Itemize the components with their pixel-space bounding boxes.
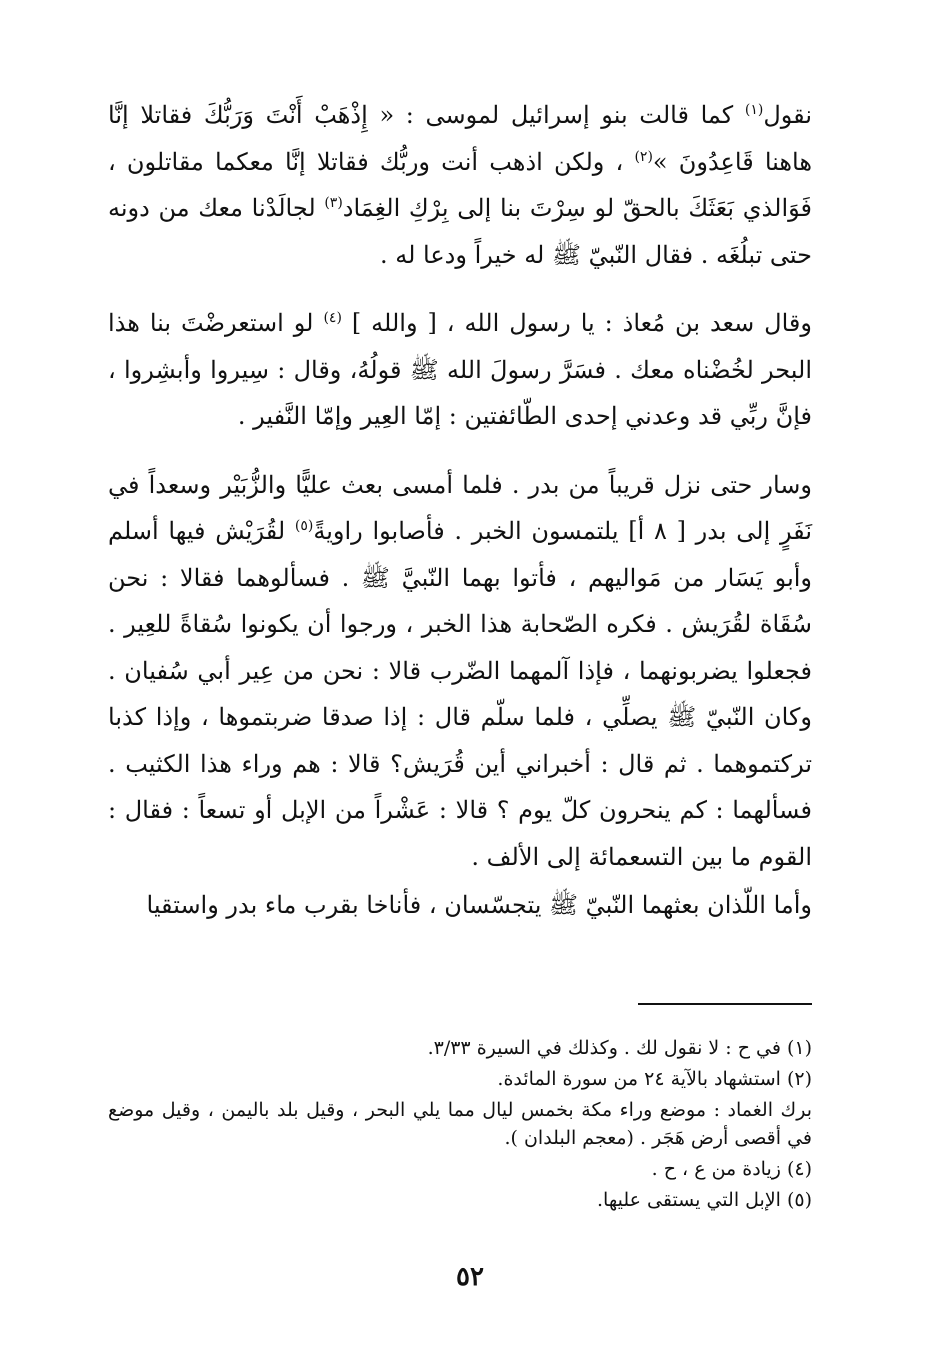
footnote-marker: (١) (744, 102, 764, 118)
footnote-number: (١) (786, 1037, 812, 1059)
text-run: وقال سعد بن مُعاذ : يا رسول الله ، [ والله ] (341, 309, 812, 337)
text-run: كما قالت بنو إسرائيل لموسى : « إِذْهَبْ أَنْتَ وَرَبُّكَ فقاتلا إنَّا هاهنا قَاعِدُونَ » (108, 101, 812, 176)
text-run: وأما اللّذان بعثهما النّبيّ ﷺ يتجسّسان ، فأناخا بقرب ماء بدر واستقيا (146, 891, 812, 919)
footnote-number: (٢) (786, 1068, 812, 1090)
footnote-1 (108, 1034, 812, 1062)
footnote-text: زيادة من ع ، ح . (651, 1158, 781, 1180)
footnote-number: (٤) (786, 1158, 812, 1180)
footnote-marker: (٥) (294, 518, 314, 534)
paragraph-1 (108, 92, 812, 278)
footnote-divider (638, 1003, 812, 1005)
footnote-text: الإبل التي يستقى عليها. (597, 1189, 781, 1211)
text-run: ، ولكن اذهب أنت وربُّك فقاتلا إنَّا معكما مقاتلون ، فَوَالذي بَعَثَكَ بالحقّ لو سِرْتَ بنا إلى بِرْكِ الغِمَاد (108, 147, 812, 222)
footnotes (108, 1034, 812, 1217)
text-run: وسار حتى نزل قريباً من بدر . فلما أمسى بعث عليًّا والزُّبَيْر وسعداً في نَفَرٍ إلى بدر [ ٨ أ] يلتمسون الخبر . فأصابوا راويةً (108, 470, 813, 545)
footnote-text: استشهاد بالآية ٢٤ من سورة المائدة. (497, 1068, 781, 1090)
text-run: نقول (763, 101, 812, 129)
text-run: لقُرَيْش فيها أسلم وأبو يَسَار من مَواليهم ، فأتوا بهما النّبيَّ ﷺ . فسألوهما فقالا : نحن سُقَاة لقُرَيش . فكره الصّحابة هذا الخبر ، ورجوا أن يكونوا سُقاةً للعِير . فجعلوا يضربونهما ، فإذا آلمهما الضّرب قالا : نحن من عِير أبي سُفيان . وكان النّبيّ ﷺ يصلِّي ، فلما سلّم قال : إذا صدقا ضربتموها ، وإذا كذبا تركتموهما . ثم قال : أخبراني أين قُرَيش؟ قالا : هم وراء هذا الكثيب . فسألهما : كم ينحرون كلّ يوم ؟ قالا : عَشْراً من الإبل أو تسعاً : فقال : القوم ما بين التسعمائة إلى الألف . (108, 517, 813, 871)
footnote-text: برك الغماد : موضع وراء مكة بخمس ليال مما يلي البحر ، وقيل بلد باليمن ، وقيل موضع في أقصى أرض هَجَر . (معجم البلدان ). (108, 1099, 812, 1149)
page-number: ٥٢ (456, 1262, 484, 1292)
footnote-marker: (٣) (324, 195, 343, 211)
main-text (108, 92, 812, 929)
paragraph-3 (108, 462, 812, 881)
footnote-number: (٥) (786, 1189, 812, 1211)
footnote-text: في ح : لا نقول لك . وكذلك في السيرة ٣/٣٣. (427, 1037, 781, 1059)
paragraph-4 (108, 882, 812, 929)
footnote-marker: (٤) (323, 310, 342, 326)
text-run: لو استعرضْتَ بنا هذا البحر لخُضْناه معك . فسَرَّ رسولَ الله ﷺ قولُهُ، وقال : سِيروا وأبشِروا ، فإنَّ ربِّي قد وعدني إحدى الطّائفتين : إمّا العِير وإمّا النَّفير . (108, 309, 812, 430)
footnote-2 (108, 1065, 812, 1093)
footnote-marker: (٢) (634, 148, 653, 165)
paragraph-2 (108, 300, 812, 440)
text-run: لجالَدْنا معك من دونه حتى تبلُغَه . فقال النّبيّ ﷺ له خيراً ودعا له . (108, 194, 812, 269)
footnote-5 (108, 1186, 812, 1214)
footnote-3 (108, 1096, 812, 1152)
footnote-4 (108, 1155, 812, 1183)
